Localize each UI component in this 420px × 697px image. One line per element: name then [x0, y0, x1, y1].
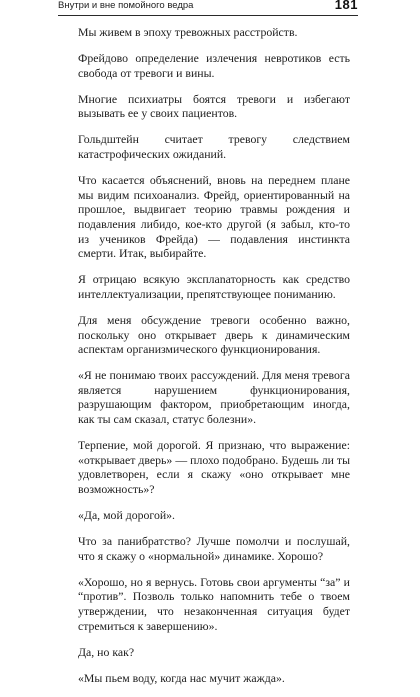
paragraph: «Я не понимаю твоих рассуждений. Для меня тревога является нарушением функционирования, разрушающим фактором, приобретающим иногда, как ты сам сказал, статус болезни». [78, 368, 350, 426]
paragraph: Я отрицаю всякую эксплanаторность как средство интеллектуализации, препятствующее пониманию. [78, 272, 350, 301]
paragraph: Мы живем в эпоху тревожных расстройств. [78, 25, 298, 39]
running-title: Внутри и вне помойного ведра [58, 0, 194, 11]
paragraph: «Мы пьем воду, когда нас мучит жажда». [78, 670, 285, 685]
paragraph: «Хорошо, но я вернусь. Готовь свои аргументы “за” и “против”. Позволь только напомнить тебе о твоем утверждении, что незаконченная ситуация будет стремиться к завершению». [78, 574, 350, 633]
paragraph: Гольдштейн считает тревогу следствием катастрофических ожиданий. [78, 132, 350, 162]
paragraph: Что касается объяснений, вновь на переднем плане мы видим психоанализ. Фрейд, ориентированный на прошлое, выдвигает теорию травмы рождения и подавления либидо, кое-кто другой (я забыл, кто-то из учеников Фрейда) — подавления инстинкта смерти. Итак, выбирайте. [78, 173, 350, 261]
paragraph: Многие психиатры боятся тревоги и избегают вызывать ее у своих пациентов. [78, 91, 350, 121]
paragraph: Фрейдово определение излечения невротиков есть свобода от тревоги и вины. [78, 51, 350, 80]
paragraph: Для меня обсуждение тревоги особенно важно, поскольку оно открывает дверь к динамическим аспектам организмического функционирования. [78, 312, 350, 357]
body-text [78, 25, 350, 697]
paragraph: «Да, мой дорогой». [78, 507, 176, 522]
paragraph: Терпение, мой дорогой. Я признаю, что выражение: «открывает дверь» — плохо подобрано. Будешь ли ты удовлетворен, если я скажу «оно открывает мне возможность»? [78, 438, 350, 496]
paragraph: Что за панибратство? Лучше помолчи и послушай, что я скажу о «нормальной» динамике. Хорошо? [78, 534, 350, 563]
running-header [58, 0, 358, 16]
paragraph: Да, но как? [78, 644, 135, 659]
page-number: 181 [334, 0, 358, 12]
